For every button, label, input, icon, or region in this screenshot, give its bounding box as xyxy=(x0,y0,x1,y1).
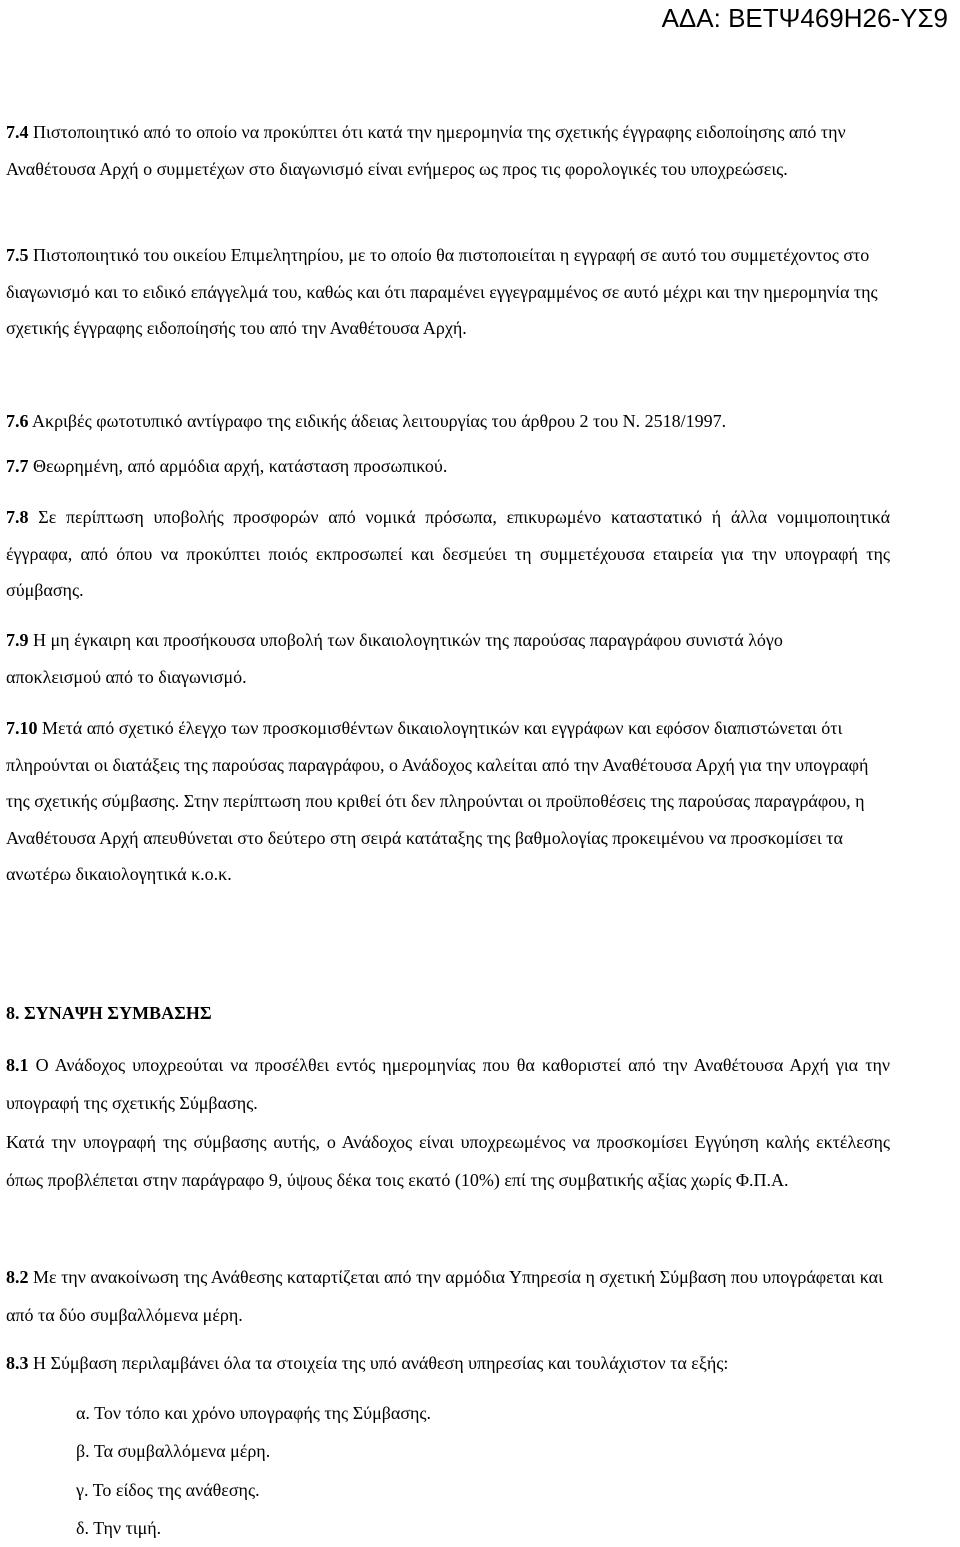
paragraph-text: Σε περίπτωση υποβολής προσφορών από νομικά πρόσωπα, επικυρωμένο καταστατικό ή άλλα νομιμοποιητικά έγγραφα, από όπου να προκύπτει ποιός εκπροσωπεί και δεσμεύει τη συμμετέχουσα εταιρεία για την υπογραφή της σύμβασης. xyxy=(6,507,890,601)
paragraph-text: Πιστοποιητικό από το οποίο να προκύπτει ότι κατά την ημερομηνία της σχετικής έγγραφης ειδοποίησης από την Αναθέτουσα Αρχή ο συμμετέχων στο διαγωνισμό είναι ενήμερος ως προς τις φορολογικές του υποχρεώσεις. xyxy=(6,122,846,179)
paragraph-text: Η Σύμβαση περιλαμβάνει όλα τα στοιχεία της υπό ανάθεση υπηρεσίας και τουλάχιστον τα εξής: xyxy=(28,1353,729,1373)
section-number: 7.6 xyxy=(6,411,29,431)
section-number: 7.5 xyxy=(6,245,29,265)
section-number: 7.7 xyxy=(6,456,29,476)
section-number: 7.9 xyxy=(6,630,29,650)
list-item: δ. Την τιμή. xyxy=(76,1517,162,1538)
paragraph-7-8 xyxy=(6,499,890,609)
paragraph-7-5 xyxy=(6,237,894,347)
paragraph-text: Η μη έγκαιρη και προσήκουσα υποβολή των δικαιολογητικών της παρούσας παραγράφου συνιστά λόγο αποκλεισμού από το διαγωνισμό. xyxy=(6,630,783,687)
ada-code: ΑΔΑ: ΒΕΤΨ469Η26-ΥΣ9 xyxy=(661,3,948,33)
paragraph-7-7 xyxy=(6,448,894,485)
section-number: 7.4 xyxy=(6,122,29,142)
paragraph-7-10 xyxy=(6,710,892,893)
section-number: 8.1 xyxy=(6,1055,29,1075)
paragraph-text: Ακριβές φωτοτυπικό αντίγραφο της ειδικής άδειας λειτουργίας του άρθρου 2 του Ν. 2518/1997. xyxy=(28,411,727,431)
contract-contents-list xyxy=(76,1394,431,1547)
list-item: α. Τον τόπο και χρόνο υπογραφής της Σύμβασης. xyxy=(76,1403,432,1423)
paragraph-text: Θεωρημένη, από αρμόδια αρχή, κατάσταση προσωπικού. xyxy=(28,456,448,476)
section-number: 7.10 xyxy=(6,718,38,738)
paragraph-7-9 xyxy=(6,622,866,695)
paragraph-7-6 xyxy=(6,403,894,440)
section-8-heading: 8. ΣΥΝΑΨΗ ΣΥΜΒΑΣΗΣ xyxy=(6,1003,212,1023)
section-number: 7.8 xyxy=(6,507,29,527)
paragraph-8-2 xyxy=(6,1258,892,1335)
section-number: 8.3 xyxy=(6,1353,29,1373)
list-item: β. Τα συμβαλλόμενα μέρη. xyxy=(76,1441,271,1462)
paragraph-8-1 xyxy=(6,1046,890,1199)
paragraph-text: Πιστοποιητικό του οικείου Επιμελητηρίου, με το οποίο θα πιστοποιείται η εγγραφή σε αυτό του συμμετέχοντος στο διαγωνισμό και το ειδικό επάγγελμά του, καθώς και ότι παραμένει εγγεγραμμένος σε αυτό μέχρι και την ημερομηνία της σχετικής έγγραφης ειδοποίησής του από την Αναθέτουσα Αρχή. xyxy=(6,245,878,339)
section-number: 8.2 xyxy=(6,1267,29,1287)
paragraph-text: Με την ανακοίνωση της Ανάθεσης καταρτίζεται από την αρμόδια Υπηρεσία η σχετική Σύμβαση που υπογράφεται και από τα δύο συμβαλλόμενα μέρη. xyxy=(6,1267,883,1326)
paragraph-7-4 xyxy=(6,114,894,187)
list-item: γ. Το είδος της ανάθεσης. xyxy=(76,1479,260,1500)
paragraph-text: Ο Ανάδοχος υποχρεούται να προσέλθει εντός ημερομηνίας που θα καθοριστεί από την Αναθέτουσα Αρχή για την υπογραφή της σχετικής Σύμβασης. xyxy=(6,1055,890,1114)
paragraph-text: Μετά από σχετικό έλεγχο των προσκομισθέντων δικαιολογητικών και εγγράφων και εφόσον διαπιστώνεται ότι πληρούνται οι διατάξεις της παρούσας παραγράφου, ο Ανάδοχος καλείται από την Αναθέτουσα Αρχή για την υπογραφή της σχετικής σύμβασης. Στην περίπτωση που κριθεί ότι δεν πληρούνται οι προϋποθέσεις της παρούσας παραγράφου, η Αναθέτουσα Αρχή απευθύνεται στο δεύτερο στη σειρά κατάταξης της βαθμολογίας προκειμένου να προσκομίσει τα ανωτέρω δικαιολογητικά κ.ο.κ. xyxy=(6,718,869,885)
paragraph-8-1-guarantee: Κατά την υπογραφή της σύμβασης αυτής, ο Ανάδοχος είναι υποχρεωμένος να προσκομίσει Εγγύηση καλής εκτέλεσης όπως προβλέπεται στην παράγραφο 9, ύψους δέκα τοις εκατό (10%) επί της συμβατικής αξίας χωρίς Φ.Π.Α. xyxy=(6,1131,890,1190)
paragraph-8-3 xyxy=(6,1344,894,1382)
